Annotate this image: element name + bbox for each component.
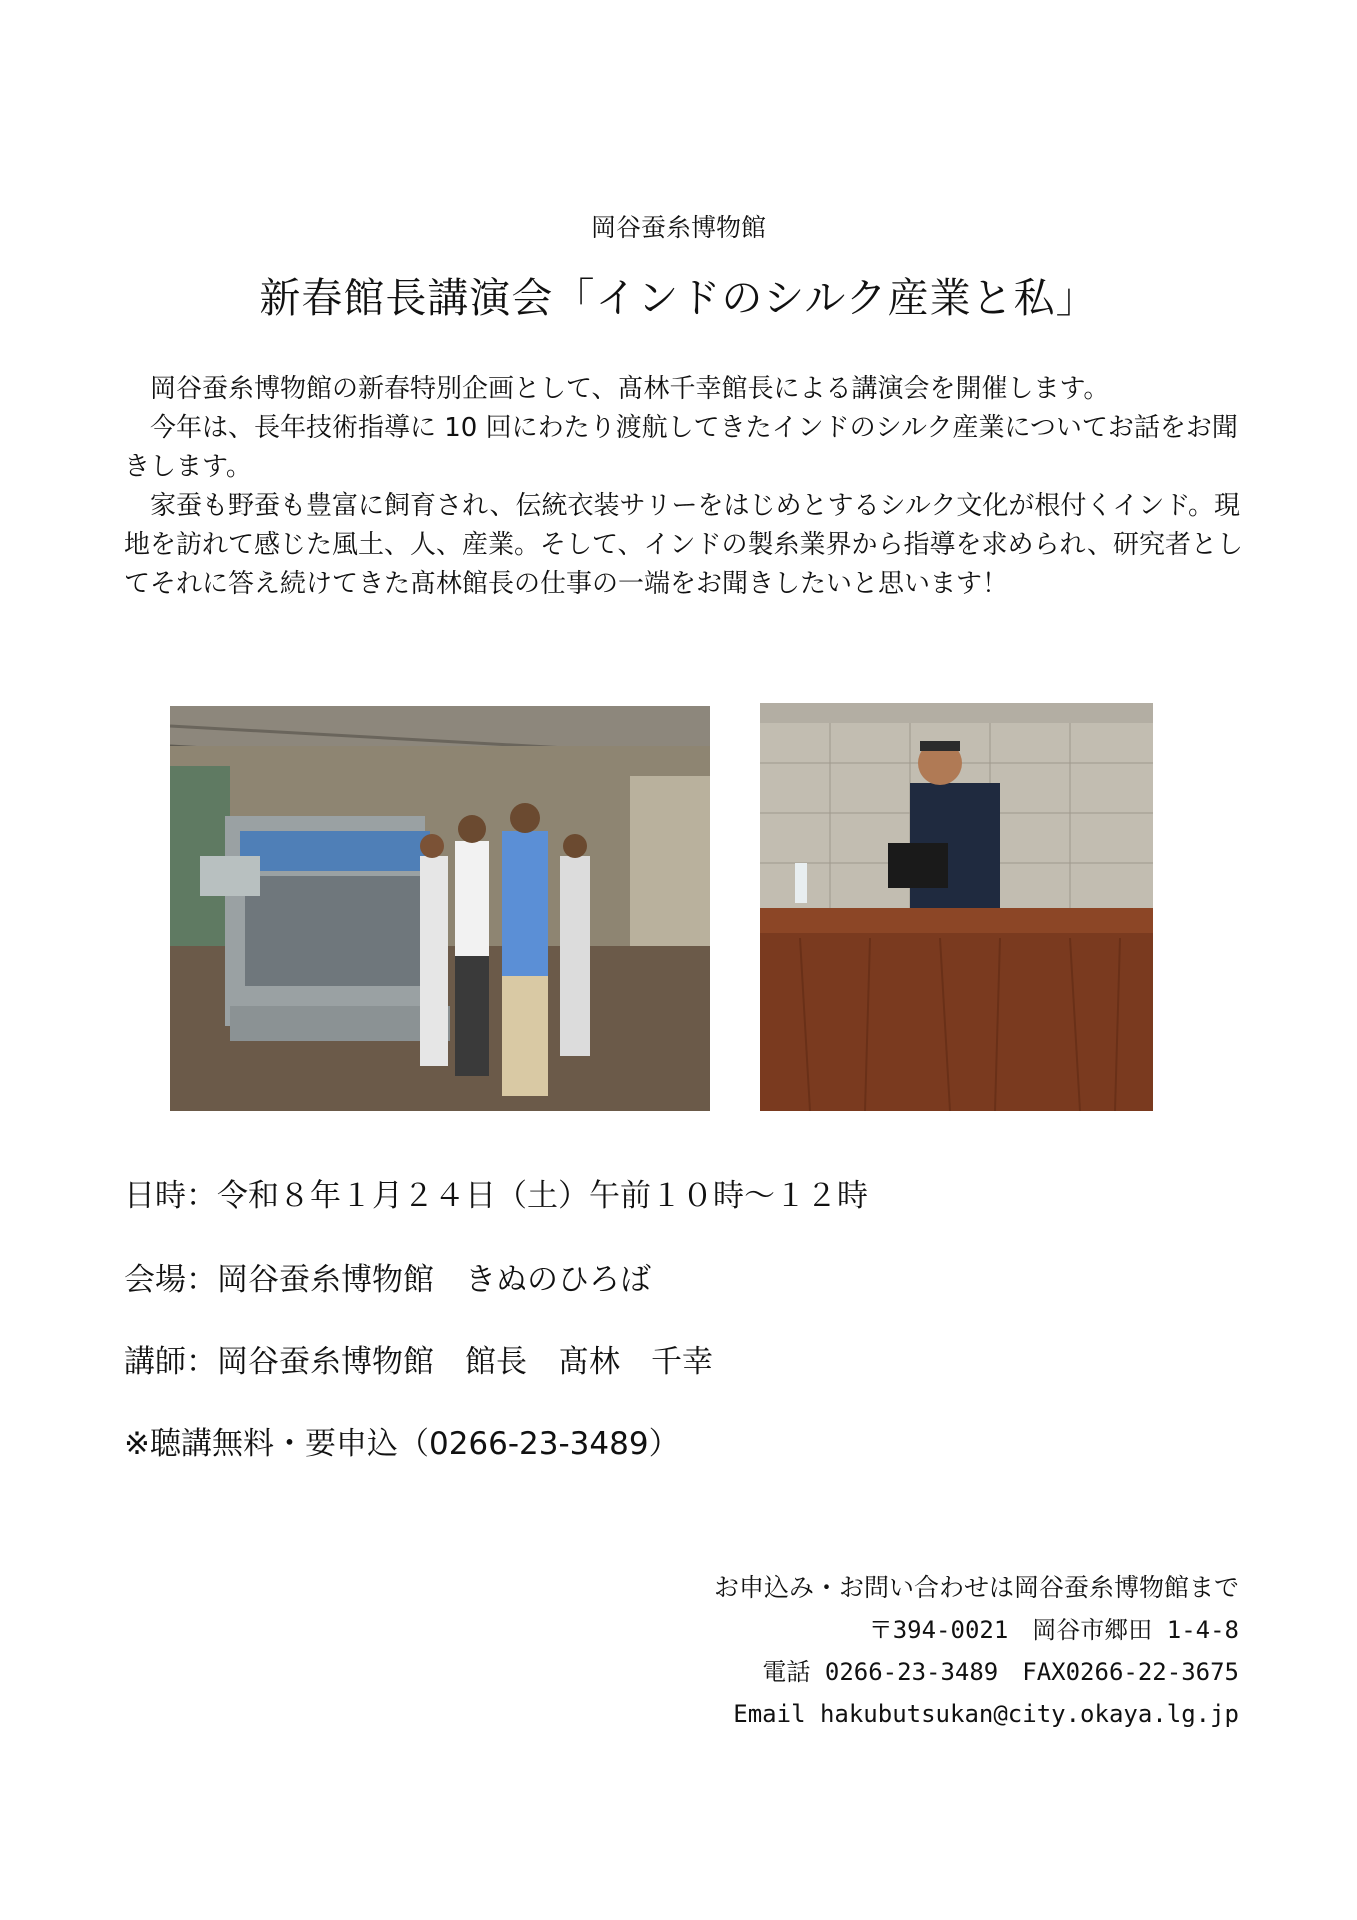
contact-email[interactable]: Email hakubutsukan@city.okaya.lg.jp	[733, 1700, 1239, 1728]
factory-photo	[170, 706, 710, 1111]
event-lecturer: 講師：岡谷蚕糸博物館 館長 髙林 千幸	[124, 1344, 713, 1380]
event-fee-note: ※聴講無料・要申込（0266-23-3489）	[124, 1426, 680, 1462]
museum-name: 岡谷蚕糸博物館	[590, 213, 766, 242]
event-venue: 会場：岡谷蚕糸博物館 きぬのひろば	[124, 1262, 651, 1298]
intro-text	[124, 370, 1254, 604]
lecture-photo-illustration	[760, 703, 1153, 1111]
intro-paragraph: 今年は、長年技術指導に 10 回にわたり渡航してきたインドのシルク産業についてお話をお聞きします。	[124, 413, 1238, 482]
intro-paragraph: 岡谷蚕糸博物館の新春特別企画として、髙林千幸館長による講演会を開催します。	[150, 374, 1110, 404]
contact-heading: お申込み・お問い合わせは岡谷蚕糸博物館まで	[713, 1573, 1239, 1602]
factory-photo-illustration	[170, 706, 710, 1111]
event-datetime: 日時：令和８年１月２４日（土）午前１０時～１２時	[124, 1178, 868, 1214]
intro-paragraph: 家蚕も野蚕も豊富に飼育され、伝統衣装サリーをはじめとするシルク文化が根付くインド。現地を訪れて感じた風土、人、産業。そして、インドの製糸業界から指導を求められ、研究者としてそれに答え続けてきた髙林館長の仕事の一端をお聞きしたいと思います！	[124, 491, 1244, 599]
contact-address: 〒394-0021 岡谷市郷田 1-4-8	[868, 1616, 1239, 1644]
page-title: 新春館長講演会「インドのシルク産業と私」	[259, 274, 1098, 322]
contact-phone-fax: 電話 0266-23-3489 FAX0266-22-3675	[762, 1658, 1239, 1686]
contact-info	[714, 1567, 1239, 1735]
lecture-photo	[760, 703, 1153, 1111]
